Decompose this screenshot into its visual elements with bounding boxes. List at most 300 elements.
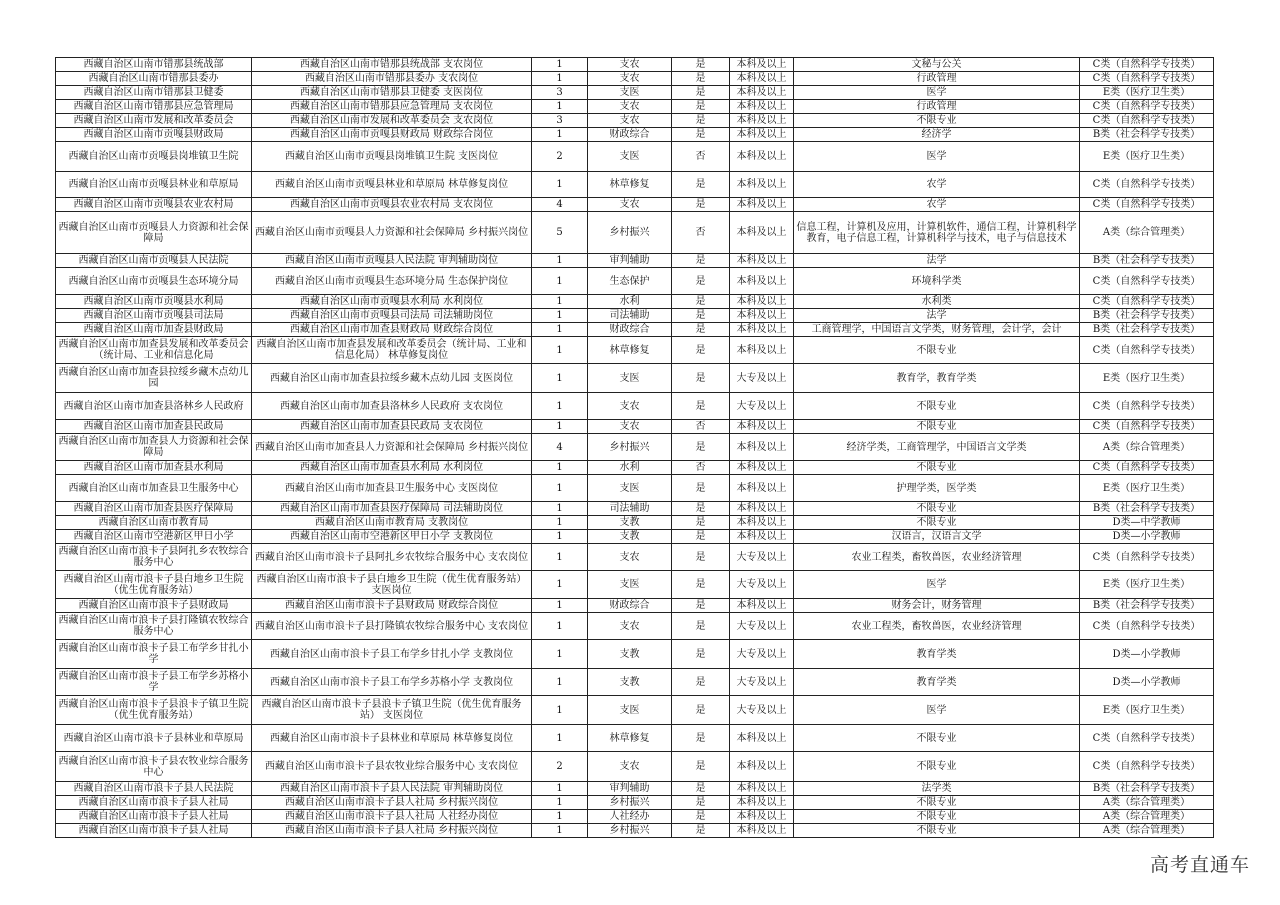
- unit-cell: 西藏自治区山南市浪卡子县人社局: [56, 810, 252, 824]
- headcount-cell: 1: [532, 530, 588, 544]
- table-row: [56, 571, 1214, 599]
- education-cell: 本科及以上: [730, 810, 794, 824]
- headcount-cell: 1: [532, 393, 588, 420]
- flag-cell: 是: [672, 669, 730, 696]
- table-row: [56, 128, 1214, 142]
- unit-cell: 西藏自治区山南市浪卡子县林业和草原局: [56, 725, 252, 752]
- flag-cell: 是: [672, 295, 730, 309]
- category-cell: C类（自然科学专技类）: [1080, 544, 1214, 571]
- flag-cell: 是: [672, 337, 730, 364]
- position-cell: 西藏自治区山南市浪卡子县打隆镇农牧综合服务中心 支农岗位: [252, 613, 532, 640]
- flag-cell: 是: [672, 128, 730, 142]
- education-cell: 本科及以上: [730, 461, 794, 475]
- unit-cell: 西藏自治区山南市贡嘎县人民法院: [56, 254, 252, 268]
- position-cell: 西藏自治区山南市错那县卫健委 支医岗位: [252, 86, 532, 100]
- table-row: [56, 796, 1214, 810]
- category-cell: C类（自然科学专技类）: [1080, 72, 1214, 86]
- major-cell: 不限专业: [794, 420, 1080, 434]
- major-cell: 不限专业: [794, 824, 1080, 838]
- education-cell: 大专及以上: [730, 613, 794, 640]
- post-type-cell: 支农: [588, 613, 672, 640]
- unit-cell: 西藏自治区山南市加查县人力资源和社会保障局: [56, 434, 252, 461]
- flag-cell: 是: [672, 323, 730, 337]
- education-cell: 本科及以上: [730, 475, 794, 502]
- major-cell: 经济学: [794, 128, 1080, 142]
- headcount-cell: 1: [532, 640, 588, 669]
- major-cell: 不限专业: [794, 337, 1080, 364]
- flag-cell: 是: [672, 114, 730, 128]
- category-cell: B类（社会科学专技类）: [1080, 599, 1214, 613]
- major-cell: 文秘与公关: [794, 58, 1080, 72]
- headcount-cell: 1: [532, 571, 588, 599]
- post-type-cell: 支医: [588, 142, 672, 172]
- flag-cell: 是: [672, 824, 730, 838]
- headcount-cell: 4: [532, 198, 588, 212]
- post-type-cell: 乡村振兴: [588, 796, 672, 810]
- education-cell: 本科及以上: [730, 337, 794, 364]
- major-cell: 信息工程，计算机及应用，计算机软件，通信工程，计算机科学教育，电子信息工程，计算机科学与技术，电子与信息技术: [794, 212, 1080, 254]
- major-cell: 不限专业: [794, 461, 1080, 475]
- flag-cell: 否: [672, 420, 730, 434]
- position-cell: 西藏自治区山南市加查县财政局 财政综合岗位: [252, 323, 532, 337]
- category-cell: C类（自然科学专技类）: [1080, 752, 1214, 782]
- education-cell: 大专及以上: [730, 669, 794, 696]
- unit-cell: 西藏自治区山南市浪卡子县农牧业综合服务中心: [56, 752, 252, 782]
- headcount-cell: 1: [532, 309, 588, 323]
- unit-cell: 西藏自治区山南市空港新区甲日小学: [56, 530, 252, 544]
- category-cell: C类（自然科学专技类）: [1080, 100, 1214, 114]
- position-cell: 西藏自治区山南市加查县拉绥乡藏木点幼儿园 支医岗位: [252, 364, 532, 393]
- major-cell: 不限专业: [794, 796, 1080, 810]
- post-type-cell: 林草修复: [588, 172, 672, 198]
- table-row: [56, 613, 1214, 640]
- unit-cell: 西藏自治区山南市浪卡子县人民法院: [56, 782, 252, 796]
- post-type-cell: 水利: [588, 461, 672, 475]
- category-cell: C类（自然科学专技类）: [1080, 58, 1214, 72]
- post-type-cell: 审判辅助: [588, 782, 672, 796]
- unit-cell: 西藏自治区山南市浪卡子县人社局: [56, 796, 252, 810]
- education-cell: 本科及以上: [730, 100, 794, 114]
- post-type-cell: 司法辅助: [588, 502, 672, 516]
- post-type-cell: 支医: [588, 475, 672, 502]
- flag-cell: 是: [672, 752, 730, 782]
- category-cell: E类（医疗卫生类）: [1080, 696, 1214, 725]
- education-cell: 本科及以上: [730, 58, 794, 72]
- unit-cell: 西藏自治区山南市加查县医疗保障局: [56, 502, 252, 516]
- category-cell: A类（综合管理类）: [1080, 212, 1214, 254]
- flag-cell: 是: [672, 725, 730, 752]
- table-row: [56, 142, 1214, 172]
- position-cell: 西藏自治区山南市发展和改革委员会 支农岗位: [252, 114, 532, 128]
- position-cell: 西藏自治区山南市贡嘎县人力资源和社会保障局 乡村振兴岗位: [252, 212, 532, 254]
- post-type-cell: 财政综合: [588, 323, 672, 337]
- flag-cell: 是: [672, 796, 730, 810]
- major-cell: 教育学，教育学类: [794, 364, 1080, 393]
- unit-cell: 西藏自治区山南市浪卡子县工布学乡甘扎小学: [56, 640, 252, 669]
- table-row: [56, 323, 1214, 337]
- post-type-cell: 司法辅助: [588, 309, 672, 323]
- position-cell: 西藏自治区山南市加查县发展和改革委员会（统计局、工业和信息化局） 林草修复岗位: [252, 337, 532, 364]
- education-cell: 本科及以上: [730, 254, 794, 268]
- headcount-cell: 2: [532, 142, 588, 172]
- table-row: [56, 669, 1214, 696]
- position-cell: 西藏自治区山南市贡嘎县农业农村局 支农岗位: [252, 198, 532, 212]
- post-type-cell: 支教: [588, 530, 672, 544]
- major-cell: 教育学类: [794, 669, 1080, 696]
- major-cell: 农学: [794, 198, 1080, 212]
- flag-cell: 是: [672, 309, 730, 323]
- unit-cell: 西藏自治区山南市浪卡子县阿扎乡农牧综合服务中心: [56, 544, 252, 571]
- post-type-cell: 支教: [588, 516, 672, 530]
- table-row: [56, 364, 1214, 393]
- education-cell: 本科及以上: [730, 309, 794, 323]
- category-cell: E类（医疗卫生类）: [1080, 571, 1214, 599]
- unit-cell: 西藏自治区山南市加查县水利局: [56, 461, 252, 475]
- post-type-cell: 审判辅助: [588, 254, 672, 268]
- category-cell: A类（综合管理类）: [1080, 434, 1214, 461]
- unit-cell: 西藏自治区山南市贡嘎县生态环境分局: [56, 268, 252, 295]
- headcount-cell: 1: [532, 599, 588, 613]
- education-cell: 本科及以上: [730, 599, 794, 613]
- headcount-cell: 1: [532, 268, 588, 295]
- unit-cell: 西藏自治区山南市加查县民政局: [56, 420, 252, 434]
- position-cell: 西藏自治区山南市浪卡子县人民法院 审判辅助岗位: [252, 782, 532, 796]
- post-type-cell: 支农: [588, 114, 672, 128]
- table-row: [56, 502, 1214, 516]
- flag-cell: 是: [672, 172, 730, 198]
- table-row: [56, 810, 1214, 824]
- job-postings-table: [55, 57, 1214, 838]
- table-row: [56, 114, 1214, 128]
- headcount-cell: 1: [532, 364, 588, 393]
- table-row: [56, 475, 1214, 502]
- major-cell: 行政管理: [794, 100, 1080, 114]
- position-cell: 西藏自治区山南市浪卡子县阿扎乡农牧综合服务中心 支农岗位: [252, 544, 532, 571]
- headcount-cell: 4: [532, 434, 588, 461]
- education-cell: 大专及以上: [730, 696, 794, 725]
- table-row: [56, 337, 1214, 364]
- table-row: [56, 212, 1214, 254]
- table-row: [56, 516, 1214, 530]
- headcount-cell: 1: [532, 58, 588, 72]
- table-row: [56, 268, 1214, 295]
- major-cell: 教育学类: [794, 640, 1080, 669]
- unit-cell: 西藏自治区山南市贡嘎县林业和草原局: [56, 172, 252, 198]
- headcount-cell: 1: [532, 420, 588, 434]
- position-cell: 西藏自治区山南市贡嘎县水利局 水利岗位: [252, 295, 532, 309]
- category-cell: A类（综合管理类）: [1080, 810, 1214, 824]
- unit-cell: 西藏自治区山南市贡嘎县财政局: [56, 128, 252, 142]
- post-type-cell: 支农: [588, 58, 672, 72]
- unit-cell: 西藏自治区山南市加查县卫生服务中心: [56, 475, 252, 502]
- headcount-cell: 1: [532, 725, 588, 752]
- position-cell: 西藏自治区山南市贡嘎县林业和草原局 林草修复岗位: [252, 172, 532, 198]
- category-cell: D类—中学教师: [1080, 516, 1214, 530]
- major-cell: 不限专业: [794, 516, 1080, 530]
- unit-cell: 西藏自治区山南市浪卡子县白地乡卫生院（优生优育服务站）: [56, 571, 252, 599]
- position-cell: 西藏自治区山南市贡嘎县生态环境分局 生态保护岗位: [252, 268, 532, 295]
- education-cell: 大专及以上: [730, 364, 794, 393]
- education-cell: 大专及以上: [730, 544, 794, 571]
- education-cell: 本科及以上: [730, 752, 794, 782]
- table-row: [56, 544, 1214, 571]
- headcount-cell: 1: [532, 544, 588, 571]
- category-cell: B类（社会科学专技类）: [1080, 323, 1214, 337]
- flag-cell: 是: [672, 516, 730, 530]
- post-type-cell: 支教: [588, 640, 672, 669]
- category-cell: B类（社会科学专技类）: [1080, 309, 1214, 323]
- category-cell: B类（社会科学专技类）: [1080, 782, 1214, 796]
- major-cell: 不限专业: [794, 114, 1080, 128]
- position-cell: 西藏自治区山南市浪卡子县林业和草原局 林草修复岗位: [252, 725, 532, 752]
- table-row: [56, 254, 1214, 268]
- major-cell: 水利类: [794, 295, 1080, 309]
- unit-cell: 西藏自治区山南市贡嘎县岗堆镇卫生院: [56, 142, 252, 172]
- education-cell: 本科及以上: [730, 824, 794, 838]
- flag-cell: 否: [672, 461, 730, 475]
- flag-cell: 是: [672, 530, 730, 544]
- major-cell: 财务会计，财务管理: [794, 599, 1080, 613]
- post-type-cell: 财政综合: [588, 599, 672, 613]
- category-cell: D类—小学教师: [1080, 530, 1214, 544]
- education-cell: 本科及以上: [730, 114, 794, 128]
- table-row: [56, 72, 1214, 86]
- unit-cell: 西藏自治区山南市浪卡子县工布学乡苏格小学: [56, 669, 252, 696]
- headcount-cell: 1: [532, 669, 588, 696]
- major-cell: 不限专业: [794, 502, 1080, 516]
- category-cell: E类（医疗卫生类）: [1080, 364, 1214, 393]
- table-row: [56, 58, 1214, 72]
- category-cell: A类（综合管理类）: [1080, 824, 1214, 838]
- position-cell: 西藏自治区山南市浪卡子县财政局 财政综合岗位: [252, 599, 532, 613]
- post-type-cell: 支医: [588, 696, 672, 725]
- flag-cell: 是: [672, 613, 730, 640]
- major-cell: 工商管理学，中国语言文学类，财务管理，会计学，会计: [794, 323, 1080, 337]
- unit-cell: 西藏自治区山南市贡嘎县水利局: [56, 295, 252, 309]
- category-cell: C类（自然科学专技类）: [1080, 295, 1214, 309]
- flag-cell: 是: [672, 571, 730, 599]
- headcount-cell: 1: [532, 461, 588, 475]
- flag-cell: 是: [672, 475, 730, 502]
- headcount-cell: 3: [532, 86, 588, 100]
- table-row: [56, 309, 1214, 323]
- major-cell: 医学: [794, 696, 1080, 725]
- table-row: [56, 461, 1214, 475]
- unit-cell: 西藏自治区山南市浪卡子县浪卡子镇卫生院（优生优育服务站）: [56, 696, 252, 725]
- table-row: [56, 434, 1214, 461]
- position-cell: 西藏自治区山南市浪卡子县人社局 乡村振兴岗位: [252, 824, 532, 838]
- table-row: [56, 295, 1214, 309]
- category-cell: E类（医疗卫生类）: [1080, 142, 1214, 172]
- major-cell: 医学: [794, 571, 1080, 599]
- post-type-cell: 支农: [588, 393, 672, 420]
- table-row: [56, 420, 1214, 434]
- flag-cell: 是: [672, 696, 730, 725]
- position-cell: 西藏自治区山南市浪卡子县白地乡卫生院（优生优育服务站） 支医岗位: [252, 571, 532, 599]
- flag-cell: 是: [672, 640, 730, 669]
- education-cell: 本科及以上: [730, 72, 794, 86]
- table-row: [56, 530, 1214, 544]
- unit-cell: 西藏自治区山南市浪卡子县财政局: [56, 599, 252, 613]
- flag-cell: 是: [672, 544, 730, 571]
- flag-cell: 是: [672, 100, 730, 114]
- table-row: [56, 752, 1214, 782]
- education-cell: 本科及以上: [730, 295, 794, 309]
- major-cell: 法学: [794, 254, 1080, 268]
- education-cell: 本科及以上: [730, 128, 794, 142]
- position-cell: 西藏自治区山南市加查县民政局 支农岗位: [252, 420, 532, 434]
- headcount-cell: 1: [532, 128, 588, 142]
- category-cell: C类（自然科学专技类）: [1080, 725, 1214, 752]
- education-cell: 本科及以上: [730, 142, 794, 172]
- headcount-cell: 1: [532, 782, 588, 796]
- category-cell: B类（社会科学专技类）: [1080, 502, 1214, 516]
- post-type-cell: 支农: [588, 100, 672, 114]
- position-cell: 西藏自治区山南市贡嘎县岗堆镇卫生院 支医岗位: [252, 142, 532, 172]
- unit-cell: 西藏自治区山南市错那县统战部: [56, 58, 252, 72]
- table-row: [56, 725, 1214, 752]
- major-cell: 不限专业: [794, 725, 1080, 752]
- category-cell: C类（自然科学专技类）: [1080, 268, 1214, 295]
- flag-cell: 是: [672, 434, 730, 461]
- category-cell: E类（医疗卫生类）: [1080, 86, 1214, 100]
- education-cell: 本科及以上: [730, 516, 794, 530]
- education-cell: 本科及以上: [730, 212, 794, 254]
- post-type-cell: 林草修复: [588, 337, 672, 364]
- position-cell: 西藏自治区山南市加查县人力资源和社会保障局 乡村振兴岗位: [252, 434, 532, 461]
- post-type-cell: 人社经办: [588, 810, 672, 824]
- major-cell: 汉语言，汉语言文学: [794, 530, 1080, 544]
- position-cell: 西藏自治区山南市贡嘎县司法局 司法辅助岗位: [252, 309, 532, 323]
- position-cell: 西藏自治区山南市贡嘎县财政局 财政综合岗位: [252, 128, 532, 142]
- major-cell: 不限专业: [794, 393, 1080, 420]
- position-cell: 西藏自治区山南市加查县水利局 水利岗位: [252, 461, 532, 475]
- major-cell: 农学: [794, 172, 1080, 198]
- unit-cell: 西藏自治区山南市错那县应急管理局: [56, 100, 252, 114]
- position-cell: 西藏自治区山南市加查县医疗保障局 司法辅助岗位: [252, 502, 532, 516]
- category-cell: B类（社会科学专技类）: [1080, 128, 1214, 142]
- major-cell: 法学: [794, 309, 1080, 323]
- unit-cell: 西藏自治区山南市错那县卫健委: [56, 86, 252, 100]
- unit-cell: 西藏自治区山南市教育局: [56, 516, 252, 530]
- category-cell: E类（医疗卫生类）: [1080, 475, 1214, 502]
- category-cell: C类（自然科学专技类）: [1080, 420, 1214, 434]
- watermark-text: 高考直通车: [1149, 854, 1250, 876]
- headcount-cell: 1: [532, 72, 588, 86]
- flag-cell: 是: [672, 268, 730, 295]
- headcount-cell: 1: [532, 796, 588, 810]
- education-cell: 本科及以上: [730, 782, 794, 796]
- major-cell: 法学类: [794, 782, 1080, 796]
- education-cell: 本科及以上: [730, 86, 794, 100]
- post-type-cell: 乡村振兴: [588, 824, 672, 838]
- post-type-cell: 林草修复: [588, 725, 672, 752]
- position-cell: 西藏自治区山南市浪卡子县农牧业综合服务中心 支农岗位: [252, 752, 532, 782]
- position-cell: 西藏自治区山南市浪卡子县人社局 人社经办岗位: [252, 810, 532, 824]
- unit-cell: 西藏自治区山南市错那县委办: [56, 72, 252, 86]
- table-row: [56, 198, 1214, 212]
- major-cell: 医学: [794, 86, 1080, 100]
- headcount-cell: 1: [532, 323, 588, 337]
- major-cell: 农业工程类，畜牧兽医，农业经济管理: [794, 544, 1080, 571]
- position-cell: 西藏自治区山南市空港新区甲日小学 支教岗位: [252, 530, 532, 544]
- table-row: [56, 172, 1214, 198]
- headcount-cell: 1: [532, 824, 588, 838]
- post-type-cell: 支医: [588, 86, 672, 100]
- flag-cell: 是: [672, 86, 730, 100]
- position-cell: 西藏自治区山南市错那县应急管理局 支农岗位: [252, 100, 532, 114]
- major-cell: 环境科学类: [794, 268, 1080, 295]
- flag-cell: 是: [672, 72, 730, 86]
- education-cell: 本科及以上: [730, 530, 794, 544]
- unit-cell: 西藏自治区山南市浪卡子县打隆镇农牧综合服务中心: [56, 613, 252, 640]
- flag-cell: 是: [672, 810, 730, 824]
- education-cell: 本科及以上: [730, 323, 794, 337]
- category-cell: C类（自然科学专技类）: [1080, 393, 1214, 420]
- education-cell: 本科及以上: [730, 796, 794, 810]
- headcount-cell: 1: [532, 516, 588, 530]
- unit-cell: 西藏自治区山南市加查县洛林乡人民政府: [56, 393, 252, 420]
- category-cell: C类（自然科学专技类）: [1080, 613, 1214, 640]
- position-cell: 西藏自治区山南市错那县统战部 支农岗位: [252, 58, 532, 72]
- education-cell: 本科及以上: [730, 725, 794, 752]
- headcount-cell: 1: [532, 502, 588, 516]
- post-type-cell: 支农: [588, 752, 672, 782]
- position-cell: 西藏自治区山南市加查县洛林乡人民政府 支农岗位: [252, 393, 532, 420]
- position-cell: 西藏自治区山南市浪卡子县人社局 乡村振兴岗位: [252, 796, 532, 810]
- table-row: [56, 393, 1214, 420]
- position-cell: 西藏自治区山南市贡嘎县人民法院 审判辅助岗位: [252, 254, 532, 268]
- education-cell: 本科及以上: [730, 268, 794, 295]
- post-type-cell: 支农: [588, 72, 672, 86]
- post-type-cell: 生态保护: [588, 268, 672, 295]
- major-cell: 农业工程类，畜牧兽医，农业经济管理: [794, 613, 1080, 640]
- category-cell: C类（自然科学专技类）: [1080, 461, 1214, 475]
- post-type-cell: 乡村振兴: [588, 212, 672, 254]
- post-type-cell: 财政综合: [588, 128, 672, 142]
- table-row: [56, 640, 1214, 669]
- unit-cell: 西藏自治区山南市贡嘎县司法局: [56, 309, 252, 323]
- flag-cell: 否: [672, 212, 730, 254]
- education-cell: 本科及以上: [730, 172, 794, 198]
- position-cell: 西藏自治区山南市浪卡子县浪卡子镇卫生院（优生优育服务站） 支医岗位: [252, 696, 532, 725]
- position-cell: 西藏自治区山南市加查县卫生服务中心 支医岗位: [252, 475, 532, 502]
- table-body: [56, 58, 1214, 838]
- major-cell: 不限专业: [794, 752, 1080, 782]
- headcount-cell: 1: [532, 475, 588, 502]
- headcount-cell: 1: [532, 295, 588, 309]
- headcount-cell: 2: [532, 752, 588, 782]
- post-type-cell: 支医: [588, 571, 672, 599]
- unit-cell: 西藏自治区山南市加查县拉绥乡藏木点幼儿园: [56, 364, 252, 393]
- table-row: [56, 782, 1214, 796]
- flag-cell: 是: [672, 198, 730, 212]
- education-cell: 本科及以上: [730, 502, 794, 516]
- flag-cell: 是: [672, 782, 730, 796]
- unit-cell: 西藏自治区山南市加查县发展和改革委员会（统计局、工业和信息化局: [56, 337, 252, 364]
- flag-cell: 否: [672, 142, 730, 172]
- flag-cell: 是: [672, 393, 730, 420]
- post-type-cell: 支农: [588, 198, 672, 212]
- major-cell: 行政管理: [794, 72, 1080, 86]
- flag-cell: 是: [672, 58, 730, 72]
- headcount-cell: 1: [532, 254, 588, 268]
- headcount-cell: 1: [532, 100, 588, 114]
- headcount-cell: 1: [532, 337, 588, 364]
- category-cell: B类（社会科学专技类）: [1080, 254, 1214, 268]
- headcount-cell: 1: [532, 613, 588, 640]
- education-cell: 本科及以上: [730, 198, 794, 212]
